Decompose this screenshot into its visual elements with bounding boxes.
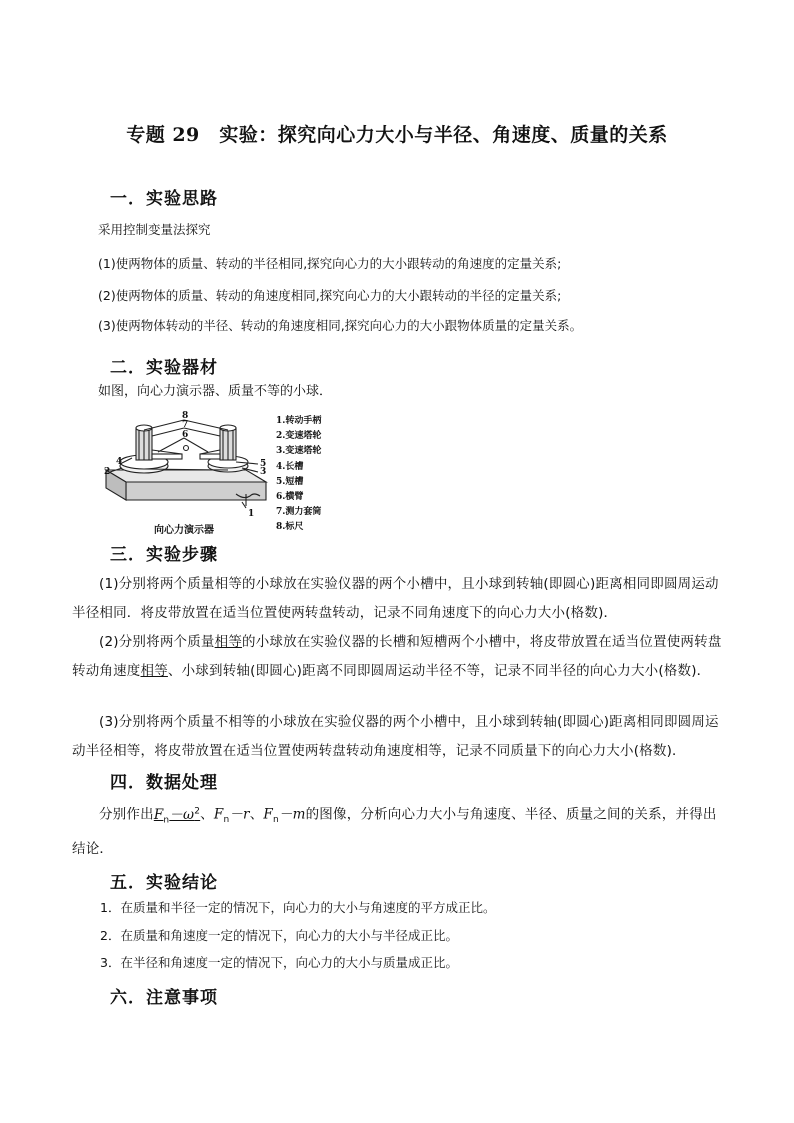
- conclusion-line-3: 3．在半径和角速度一定的情况下，向心力的大小与质量成正比。: [100, 955, 458, 970]
- section-heading-4: 四．数据处理: [110, 773, 218, 793]
- figure-number-7: 7: [182, 420, 189, 430]
- step-paragraph-1: (1)分别将两个质量相等的小球放在实验仪器的两个小槽中，且小球到转轴(即圆心)距离相同即圆周运动半径相同．将皮带放置在适当位置使两转盘转动，记录不同角速度下的向心力大小(格数)．: [72, 576, 719, 621]
- section-heading-6: 六．注意事项: [110, 988, 218, 1008]
- legend-item-1: 1.转动手柄: [276, 416, 322, 426]
- figure-number-4: 4: [116, 457, 123, 467]
- figure-legend: [276, 414, 321, 536]
- section1-line-4: (3)使两物体转动的半径、转动的角速度相同,探究向心力的大小跟物体质量的定量关系。: [98, 318, 583, 333]
- crossbar-left: [152, 450, 182, 454]
- conclusion-line-1: 1．在质量和半径一定的情况下，向心力的大小与角速度的平方成正比。: [100, 900, 496, 915]
- short-slot: [200, 454, 220, 459]
- section1-line-1: 采用控制变量法探究: [98, 222, 211, 237]
- figure-caption: 向心力演示器: [154, 525, 214, 536]
- section-heading-5: 五．实验结论: [110, 873, 218, 893]
- conclusion-line-2: 2．在质量和角速度一定的情况下，向心力的大小与半径成正比。: [100, 928, 458, 943]
- step-paragraph-3: (3)分别将两个质量不相等的小球放在实验仪器的两个小槽中，且小球到转轴(即圆心)距离相同即圆周运动半径相等，将皮带放置在适当位置使两转盘转动角速度相等，记录不同质量下的向心力大小(格数)．: [72, 714, 719, 759]
- data-processing-paragraph: 分别作出$F_n-\omega^2$、$F_n-r$、$F_n-m$的图像，分析向心力大小与角速度、半径、质量之间的关系，并得出结论．: [72, 806, 717, 858]
- legend-item-2: 2.变速塔轮: [276, 431, 322, 442]
- underlined-equal-speed: 相等: [140, 663, 168, 679]
- figure-number-8: 8: [182, 411, 189, 421]
- legend-item-3: 3.变速塔轮: [276, 446, 322, 457]
- section-heading-2: 二．实验器材: [110, 358, 218, 378]
- long-slot: [152, 454, 182, 459]
- center-pivot: [184, 446, 189, 451]
- section-heading-1: 一．实验思路: [110, 189, 218, 209]
- figure-number-5: 5: [260, 459, 267, 469]
- legend-item-8: 8.标尺: [276, 522, 304, 533]
- figure-number-3: 3: [260, 467, 267, 477]
- section1-line-3: (2)使两物体的质量、转动的角速度相同,探究向心力的大小跟转动的半径的定量关系;: [98, 288, 562, 303]
- underlined-equal-mass: 相等: [214, 634, 243, 650]
- figure-number-6: 6: [182, 430, 189, 440]
- crossbar-right: [200, 450, 220, 454]
- figure-number-1: 1: [248, 509, 255, 519]
- legend-item-7: 7.测力套筒: [276, 507, 322, 518]
- page-title: 专题 29 实验：探究向心力大小与半径、角速度、质量的关系: [126, 124, 668, 146]
- section2-intro: 如图，向心力演示器、质量不等的小球．: [98, 384, 333, 399]
- step-paragraph-2: (2)分别将两个质量相等的小球放在实验仪器的长槽和短槽两个小槽中，将皮带放置在适当位置使两转盘转动角速度相等、小球到转轴(即圆心)距离不同即圆周运动半径不等，记录不同半径的向心力大小(格数)．: [72, 634, 722, 679]
- legend-item-5: 5.短槽: [276, 476, 304, 487]
- legend-item-6: 6.横臂: [276, 492, 304, 503]
- figure-number-2: 2: [104, 467, 111, 477]
- section-heading-3: 三．实验步骤: [110, 545, 218, 565]
- legend-item-4: 4.长槽: [276, 461, 304, 472]
- formula-fn-omega: $F_n-\omega^2$: [153, 806, 201, 826]
- section1-line-2: (1)使两物体的质量、转动的半径相同,探究向心力的大小跟转动的角速度的定量关系;: [98, 256, 562, 271]
